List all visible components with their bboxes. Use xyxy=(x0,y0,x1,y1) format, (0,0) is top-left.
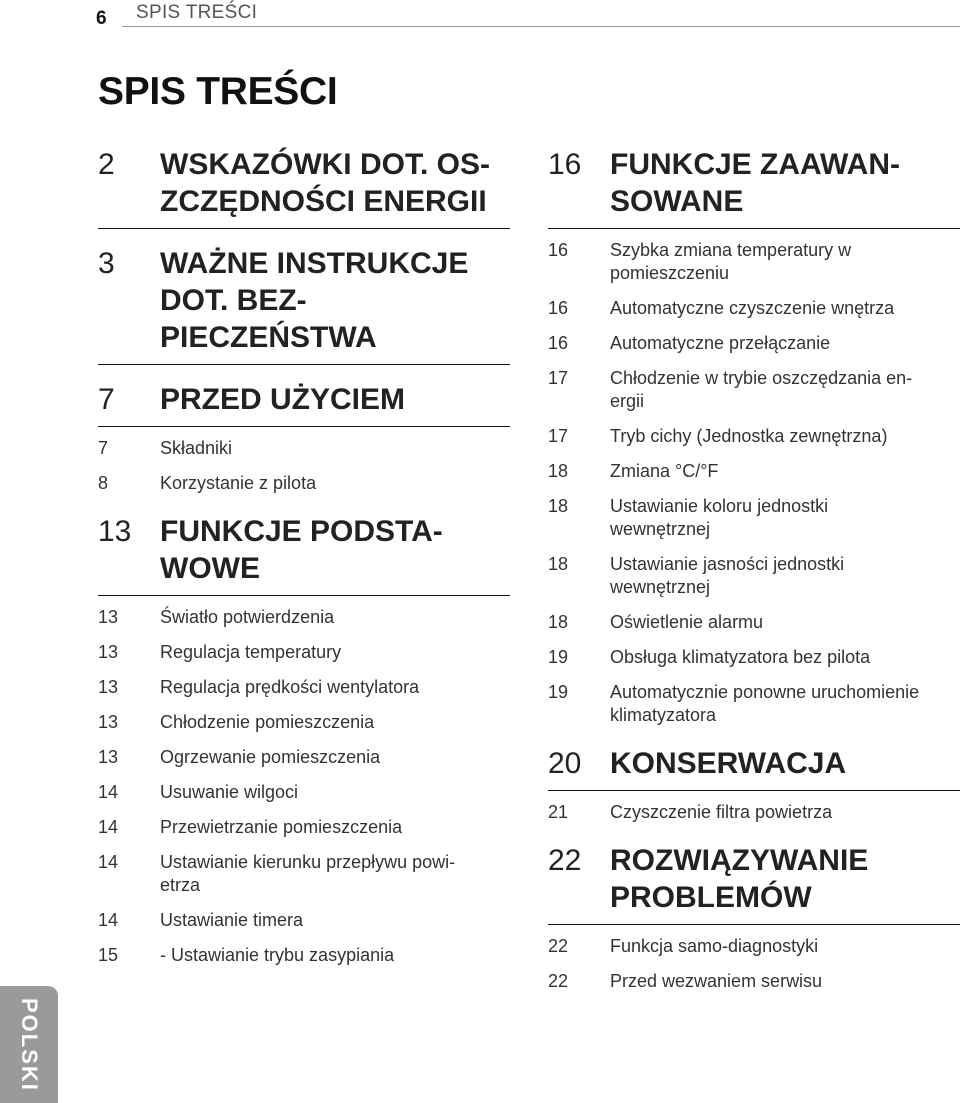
toc-item[interactable] xyxy=(548,801,960,824)
toc-chapter-title: FUNKCJE ZAAWAN- SOWANE xyxy=(610,148,900,218)
toc-page-number: 13 xyxy=(98,747,119,767)
toc-left-column xyxy=(98,140,510,979)
toc-chapter[interactable] xyxy=(98,375,510,427)
toc-page-number: 7 xyxy=(98,438,109,458)
toc-page-number: 22 xyxy=(548,936,569,956)
toc-chapter[interactable] xyxy=(98,507,510,596)
toc-page-number: 16 xyxy=(548,333,569,353)
toc-page-number: 13 xyxy=(98,642,119,662)
toc-page-number: 7 xyxy=(98,383,115,416)
toc-chapter-title: PRZED UŻYCIEM xyxy=(160,383,406,416)
toc-item[interactable] xyxy=(548,970,960,993)
toc-item[interactable] xyxy=(548,611,960,634)
toc-page-number: 2 xyxy=(98,148,115,181)
toc-page-number: 13 xyxy=(98,677,119,697)
toc-item[interactable] xyxy=(98,781,510,804)
toc-item-title: Przed wezwaniem serwisu xyxy=(610,971,823,991)
toc-page-number: 14 xyxy=(98,852,119,872)
language-label: POLSKI xyxy=(17,997,42,1092)
toc-page-number: 14 xyxy=(98,817,119,837)
toc-item[interactable] xyxy=(548,297,960,320)
toc-item-title: - Ustawianie trybu zasypiania xyxy=(160,945,395,965)
toc-item[interactable] xyxy=(548,681,960,727)
toc-page-number: 18 xyxy=(548,461,569,481)
toc-item-title: Obsługa klimatyzatora bez pilota xyxy=(610,647,871,667)
toc-item[interactable] xyxy=(98,472,510,495)
toc-item[interactable] xyxy=(98,909,510,932)
toc-item-title: Ustawianie timera xyxy=(160,910,304,930)
toc-item[interactable] xyxy=(98,711,510,734)
toc-item[interactable] xyxy=(548,239,960,285)
toc-page-number: 18 xyxy=(548,612,569,632)
toc-item-title: Tryb cichy (Jednostka zewnętrzna) xyxy=(610,426,888,446)
toc-chapter[interactable] xyxy=(98,140,510,229)
toc-page-number: 22 xyxy=(548,971,569,991)
toc-chapter[interactable] xyxy=(548,140,960,229)
toc-page-number: 16 xyxy=(548,148,582,181)
toc-item-title: Szybka zmiana temperatury w pomieszczeniu xyxy=(610,240,852,283)
toc-item[interactable] xyxy=(548,646,960,669)
toc-item-title: Usuwanie wilgoci xyxy=(160,782,299,802)
toc-page-number: 13 xyxy=(98,515,132,548)
toc-page-number: 16 xyxy=(548,298,569,318)
toc-item-title: Automatyczne przełączanie xyxy=(610,333,831,353)
toc-page-number: 8 xyxy=(98,473,109,493)
toc-item[interactable] xyxy=(548,553,960,599)
toc-item[interactable] xyxy=(98,851,510,897)
toc-page-number: 17 xyxy=(548,368,569,388)
toc-item[interactable] xyxy=(548,332,960,355)
toc-item[interactable] xyxy=(548,367,960,413)
toc-page-number: 22 xyxy=(548,844,582,877)
toc-item-title: Regulacja prędkości wentylatora xyxy=(160,677,420,697)
toc-page-number: 20 xyxy=(548,747,582,780)
toc-item-title: Automatycznie ponowne uruchomienie klimatyzatora xyxy=(610,682,920,725)
language-tab xyxy=(0,986,58,1103)
toc-right-column xyxy=(548,140,960,1005)
toc-item[interactable] xyxy=(548,460,960,483)
toc-item[interactable] xyxy=(548,935,960,958)
toc-item[interactable] xyxy=(98,437,510,460)
toc-page-number: 14 xyxy=(98,782,119,802)
toc-item-title: Funkcja samo-diagnostyki xyxy=(610,936,819,956)
toc-chapter[interactable] xyxy=(98,239,510,365)
page-title: SPIS TREŚCI xyxy=(98,70,338,113)
toc-page-number: 16 xyxy=(548,240,569,260)
toc-item-title: Chłodzenie w trybie oszczędzania en- ergii xyxy=(610,368,913,411)
toc-item-title: Automatyczne czyszczenie wnętrza xyxy=(610,298,895,318)
toc-item-title: Ustawianie jasności jednostki wewnętrznej xyxy=(610,554,845,597)
toc-page-number: 3 xyxy=(98,247,115,280)
toc-item-title: Ogrzewanie pomieszczenia xyxy=(160,747,381,767)
toc-item-title: Ustawianie koloru jednostki wewnętrznej xyxy=(610,496,829,539)
toc-item[interactable] xyxy=(98,606,510,629)
toc-item-title: Chłodzenie pomieszczenia xyxy=(160,712,375,732)
toc-page-number: 14 xyxy=(98,910,119,930)
toc-item[interactable] xyxy=(98,676,510,699)
toc-item[interactable] xyxy=(548,425,960,448)
toc-item-title: Zmiana °C/°F xyxy=(610,461,719,481)
toc-item-title: Ustawianie kierunku przepływu powi- etrza xyxy=(160,852,456,895)
toc-item[interactable] xyxy=(98,944,510,967)
toc-item[interactable] xyxy=(98,746,510,769)
toc-page-number: 19 xyxy=(548,682,569,702)
header-rule xyxy=(122,26,960,27)
toc-chapter[interactable] xyxy=(548,739,960,791)
toc-chapter-title: FUNKCJE PODSTA- WOWE xyxy=(160,515,443,585)
toc-page-number: 17 xyxy=(548,426,569,446)
toc-item-title: Światło potwierdzenia xyxy=(160,607,335,627)
toc-page-number: 18 xyxy=(548,554,569,574)
toc-page-number: 15 xyxy=(98,945,119,965)
toc-item-title: Korzystanie z pilota xyxy=(160,473,317,493)
toc-chapter-title: KONSERWACJA xyxy=(610,747,847,780)
toc-item-title: Składniki xyxy=(160,438,233,458)
toc-page-number: 18 xyxy=(548,496,569,516)
toc-page-number: 21 xyxy=(548,802,569,822)
toc-chapter[interactable] xyxy=(548,836,960,925)
toc-chapter-title: ROZWIĄZYWANIE PROBLEMÓW xyxy=(610,844,869,914)
toc-chapter-title: WAŻNE INSTRUKCJE DOT. BEZ- PIECZEŃSTWA xyxy=(160,247,469,354)
running-title: SPIS TREŚCI xyxy=(136,2,258,23)
toc-item-title: Regulacja temperatury xyxy=(160,642,342,662)
toc-item[interactable] xyxy=(98,816,510,839)
page-number: 6 xyxy=(96,8,107,29)
toc-item-title: Przewietrzanie pomieszczenia xyxy=(160,817,403,837)
page-header xyxy=(0,0,960,40)
toc-page-number: 19 xyxy=(548,647,569,667)
toc-chapter-title: WSKAZÓWKI DOT. OS- ZCZĘDNOŚCI ENERGII xyxy=(160,148,490,218)
toc-page-number: 13 xyxy=(98,712,119,732)
toc-item-title: Czyszczenie filtra powietrza xyxy=(610,802,833,822)
toc-item[interactable] xyxy=(548,495,960,541)
toc-item-title: Oświetlenie alarmu xyxy=(610,612,764,632)
toc-page-number: 13 xyxy=(98,607,119,627)
toc-item[interactable] xyxy=(98,641,510,664)
